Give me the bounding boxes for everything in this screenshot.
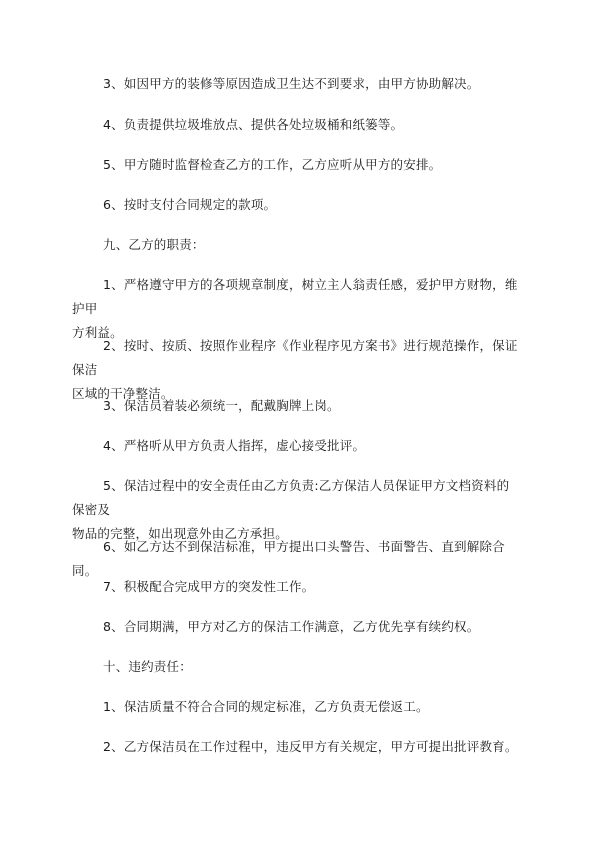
- paragraph-6-payment: [72, 193, 520, 217]
- paragraph-line: 5、保洁过程中的安全责任由乙方负责:乙方保洁人员保证甲方文档资料的保密及: [72, 478, 510, 517]
- paragraph-2-violation: [72, 735, 520, 759]
- paragraph-1-quality: [72, 695, 520, 719]
- paragraph-8-renewal: [72, 615, 520, 639]
- paragraph-5-supervision: [72, 153, 520, 177]
- paragraph-line: 7、积极配合完成甲方的突发性工作。: [103, 579, 315, 594]
- paragraph-line: 3、保洁员着装必须统一，配戴胸牌上岗。: [103, 398, 340, 413]
- paragraph-line: 8、合同期满，甲方对乙方的保洁工作满意，乙方优先享有续约权。: [103, 619, 480, 634]
- section-heading-9: [72, 233, 520, 257]
- paragraph-line: 4、负责提供垃圾堆放点、提供各处垃圾桶和纸篓等。: [103, 117, 404, 132]
- heading-line: 九、乙方的职责：: [103, 237, 205, 252]
- paragraph-4-garbage: [72, 113, 520, 137]
- paragraph-line: 2、按时、按质、按照作业程序《作业程序见方案书》进行规范操作，保证保洁: [72, 338, 518, 377]
- paragraph-line-continued: 方利益。: [72, 325, 123, 340]
- paragraph-line: 2、乙方保洁员在工作过程中，违反甲方有关规定，甲方可提出批评教育。: [103, 739, 518, 754]
- paragraph-3-uniform: [72, 394, 520, 418]
- paragraph-line: 1、保洁质量不符合合同的规定标准，乙方负责无偿返工。: [103, 699, 429, 714]
- heading-line: 十、违约责任：: [103, 659, 192, 674]
- section-heading-10: [72, 655, 520, 679]
- paragraph-line: 1、严格遵守甲方的各项规章制度，树立主人翁责任感，爱护甲方财物，维护甲: [72, 277, 518, 316]
- paragraph-line: 6、如乙方达不到保洁标准，甲方提出口头警告、书面警告、直到解除合同。: [72, 539, 505, 578]
- paragraph-line: 4、严格听从甲方负责人指挥，虚心接受批评。: [103, 438, 366, 453]
- paragraph-line-continued: 区域的干净整洁。: [72, 386, 174, 401]
- paragraph-line: 3、如因甲方的装修等原因造成卫生达不到要求，由甲方协助解决。: [103, 76, 480, 91]
- paragraph-3-renovation: [72, 72, 520, 96]
- paragraph-7-cooperation: [72, 575, 520, 599]
- paragraph-4-obey: [72, 434, 520, 458]
- paragraph-line-continued: 物品的完整，如出现意外由乙方承担。: [72, 526, 288, 541]
- paragraph-line: 6、按时支付合同规定的款项。: [103, 197, 277, 212]
- paragraph-line: 5、甲方随时监督检查乙方的工作，乙方应听从甲方的安排。: [103, 157, 442, 172]
